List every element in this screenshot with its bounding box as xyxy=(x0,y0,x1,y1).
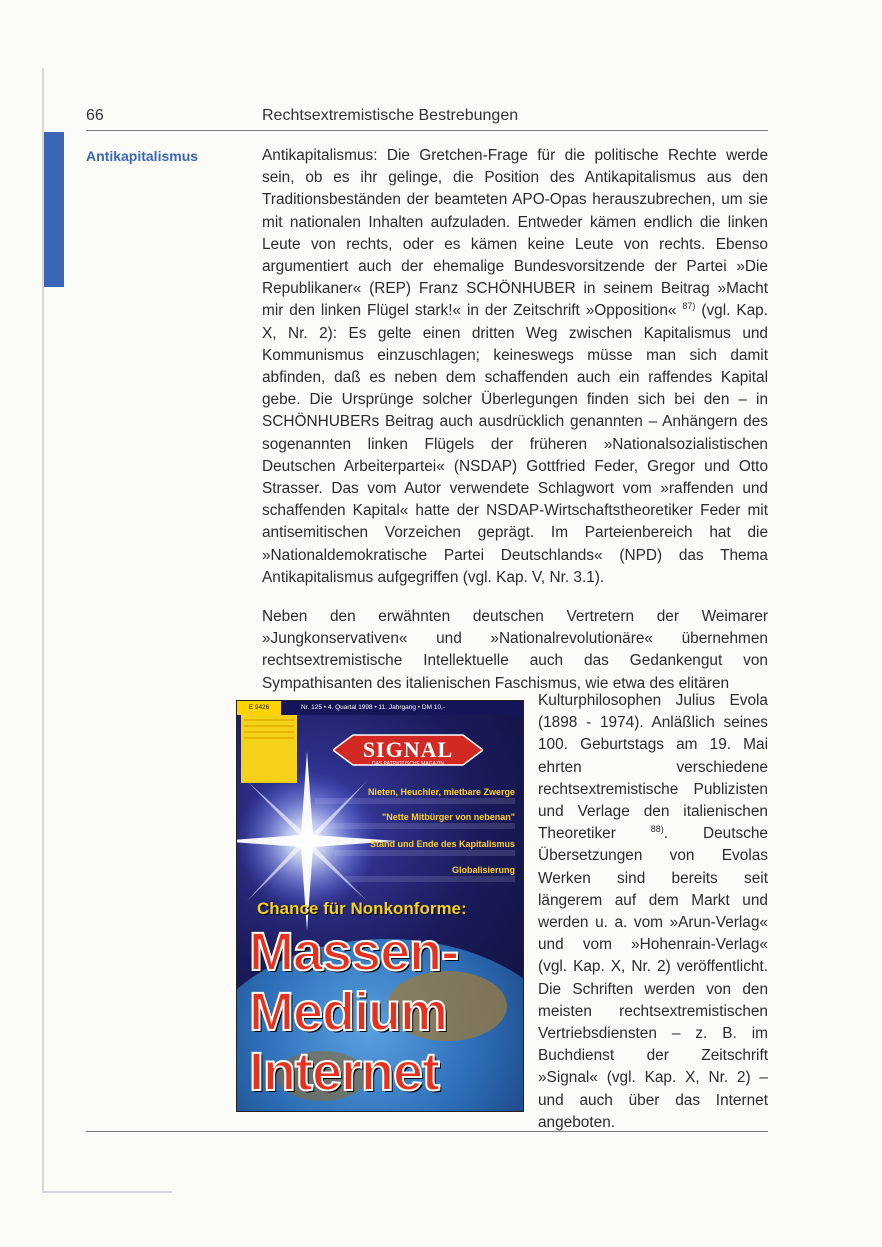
margin-heading: Antikapitalismus xyxy=(86,148,199,164)
cover-issue-line: Nr. 125 • 4. Quartal 1998 • 11. Jahrgang • DM 10,- xyxy=(301,704,446,711)
footer-rule xyxy=(86,1131,768,1132)
cover-big-title-1: Massen- xyxy=(249,922,459,982)
page-number: 66 xyxy=(86,107,104,124)
paragraph-1-text: Antikapitalismus: Die Gretchen-Frage für die politische Rechte werde sein, ob es ihr gelinge, die Position des Antikapitalismus aus den Traditionsbeständen der beamteten APO-Opas herauszubrechen, um sie mit nationalen Inhalten aufzuladen. Entweder kämen endlich die linken Leute von rechts, oder es kämen keine Leute von rechts. Ebenso argumentiert auch der ehemalige Bundesvorsitzende der Partei »Die Republikaner« (REP) Franz SCHÖNHUBER in seinem Beitrag »Macht mir den linken Flügel stark!« in der Zeitschrift »Opposition« xyxy=(262,147,768,320)
cover-issue-bar xyxy=(237,701,523,715)
sidebox-line xyxy=(244,731,294,733)
cover-headline: Nieten, Heuchler, mietbare Zwerge xyxy=(367,787,515,797)
cover-logo: SIGNAL xyxy=(362,737,454,762)
sidebox-line xyxy=(244,725,294,727)
chapter-tab-marker xyxy=(44,132,64,287)
cover-headline: "Nette Mitbürger von nebenan" xyxy=(381,812,515,822)
cover-chance-line: Chance für Nonkonforme: xyxy=(257,899,467,918)
cover-big-title-2: Medium xyxy=(249,982,448,1042)
sidebox-line xyxy=(244,719,294,721)
paragraph-2-wrap-text: Kulturphilosophen Julius Evola (1898 - 1974). Anläßlich seines 100. Geburtstags am 19. Mai ehrten verschiedene rechtsextremistische Publizisten und Verlage den italienischen Theoretiker xyxy=(538,692,768,843)
paragraph-2-wrap-text-cont: . Deutsche Übersetzungen von Evolas Werken sind bereits seit längerem auf dem Markt und werden u. a. vom »Arun-Verlag« und vom »Hohenrain-Verlag« (vgl. Kap. X, Nr. 2) veröffentlicht. Die Schriften werden von den meisten rechtsextremistischen Vertriebsdiensten – z. B. im Buchdienst der Zeitschrift »Signal« (vgl. Kap. X, Nr. 2) – und auch über das Internet angeboten. xyxy=(538,825,768,1131)
cover-badge: E 9426 xyxy=(237,701,281,715)
cover-headline: Stand und Ende des Kapitalismus xyxy=(369,839,515,849)
cover-big-title-3: Internet xyxy=(249,1042,440,1102)
cover-subline xyxy=(315,798,515,804)
cover-tagline: DAS PATRIOTISCHE MAGAZIN xyxy=(371,761,445,767)
footnote-ref-87: 87) xyxy=(682,301,696,312)
running-head: Rechtsextremistische Bestrebungen xyxy=(262,107,519,124)
page-edge-bottom xyxy=(42,1191,172,1193)
header-rule xyxy=(86,130,768,131)
body-text xyxy=(262,145,768,695)
paragraph-2: Neben den erwähnten deutschen Vertretern der Weimarer »Jungkonservativen« und »Nationalrevolutionäre« übernehmen rechtsextremistische Intellektuelle auch das Gedankengut von Sympathisanten des italienischen Faschismus, wie etwa des elitären xyxy=(262,608,768,692)
cover-headline: Globalisierung xyxy=(451,865,515,875)
cover-subline xyxy=(345,876,515,882)
paragraph-2-wrap xyxy=(538,690,768,1134)
cover-subline xyxy=(325,823,515,829)
magazine-cover-image xyxy=(236,700,524,1112)
footnote-ref-88: 88) xyxy=(650,824,664,835)
paragraph-1-text-cont: (vgl. Kap. X, Nr. 2): Es gelte einen dritten Weg zwischen Kapitalismus und Kommunismus einzuschlagen; keineswegs müsse man sich damit abfinden, daß es neben dem schaffenden auch ein raffendes Kapital gebe. Die Ursprünge solcher Überlegungen finden sich bei den – in SCHÖNHUBERs Beitrag auch ausdrücklich genannten – Anhängern des sogenannten linken Flügels der früheren »Nationalsozialistischen Deutschen Arbeiterpartei« (NSDAP) Gottfried Feder, Gregor und Otto Strasser. Das vom Autor verwendete Schlagwort vom »raffenden und schaffenden Kapital« hatte der NSDAP-Wirtschaftstheoretiker Feder mit antisemitischen Vorzeichen geprägt. Im Parteienbereich hat die »Nationaldemokratische Partei Deutschlands« (NPD) das Thema Antikapitalismus aufgegriffen (vgl. Kap. V, Nr. 3.1). xyxy=(262,302,768,586)
cover-sidebox xyxy=(241,715,297,783)
sidebox-line xyxy=(244,737,294,739)
cover-subline xyxy=(335,850,515,856)
paragraph-1 xyxy=(262,145,768,589)
